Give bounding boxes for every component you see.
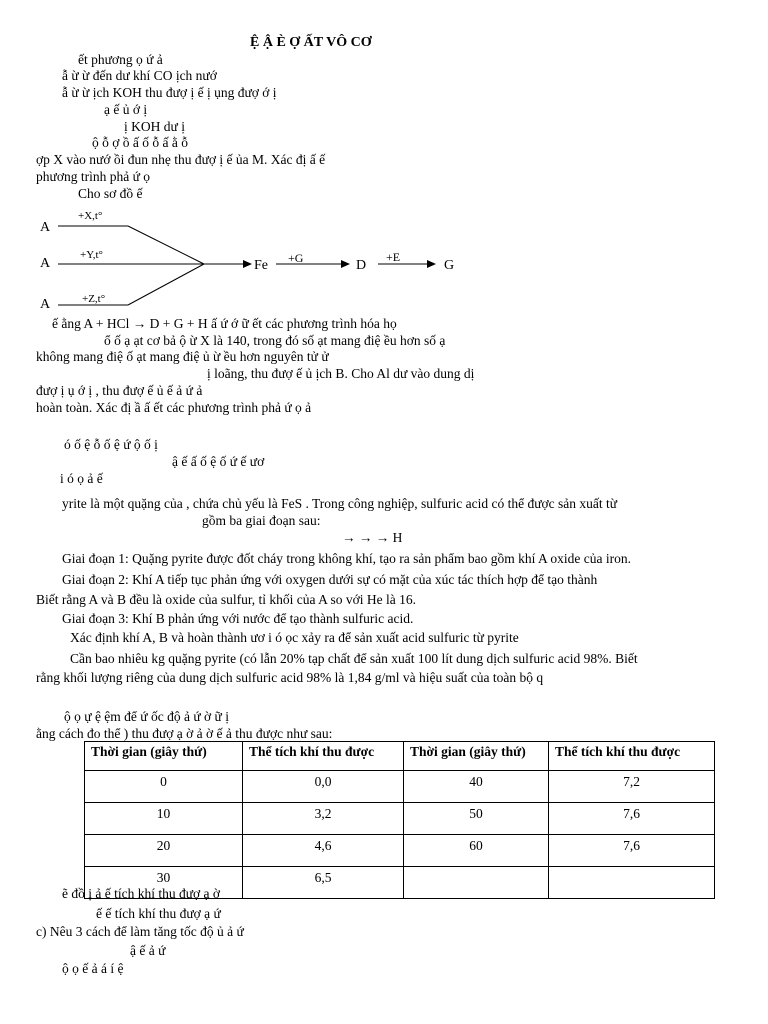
text-line: gồm ba giai đoạn sau: [202, 513, 321, 528]
text-line: i ó ọ ả ế [60, 471, 103, 486]
text-line: ộ ọ ự ệ ệm để ứ ốc độ ả ứ ờ ữ ị [64, 709, 229, 724]
text-line: ậ ế ấ ố ệ ố ứ ế ươ [172, 454, 265, 469]
table-cell: 10 [85, 803, 243, 835]
table-cell: 7,2 [549, 771, 715, 803]
table-cell: 50 [404, 803, 549, 835]
text-line: Biết rằng A và B đều là oxide của sulfur, tỉ khối của A so với He là 16. [36, 592, 417, 607]
text-line: ằng cách đo thể ) thu đượ ạ ờ ả ờ ế ả thu được như sau: [36, 726, 333, 741]
arrowhead-icon [243, 260, 252, 268]
arrowhead-icon [341, 260, 350, 268]
text-line: ế ế tích khí thu đượ ạ ứ [96, 906, 221, 921]
table-header-cell: Thể tích khí thu được [243, 742, 404, 771]
scheme-line-bottom-diag [128, 264, 204, 305]
text-line: Giai đoạn 2: Khí A tiếp tục phản ứng với oxygen dưới sự có mặt của xúc tác thích hợp để tạo thành [62, 572, 598, 587]
table-cell [404, 867, 549, 899]
scheme-node-d: D [356, 258, 367, 273]
table-cell: 7,6 [549, 803, 715, 835]
scheme-line-top-diag [128, 226, 204, 264]
text-line: rằng khối lượng riêng của dung dịch sulfuric acid 98% là 1,84 g/ml và hiệu suất của toàn bộ q [36, 670, 544, 685]
text-line: ế ằng A + HCl → D + G + H ấ ứ ớ ữ ết các phương trình hóa họ [52, 316, 397, 331]
text-line: phương trình phả ứ ọ [36, 169, 151, 184]
text-line: đượ ị ụ ớ ị , thu đượ ế ủ ế ả ứ ả [36, 383, 203, 398]
text-line: ết phương ọ ứ ả [78, 52, 163, 67]
text-line: hoàn toàn. Xác đị ầ ấ ết các phương trình phả ứ ọ ả [36, 400, 312, 415]
text-line: ị loãng, thu đượ ế ủ ịch B. Cho Al dư vào dung dị [207, 366, 475, 381]
text-line: ẫ ừ ừ đến dư khí CO ịch nướ [62, 68, 217, 83]
text-line: ộ ọ ế ả á í ệ [62, 961, 124, 976]
text-line: Cần bao nhiêu kg quặng pyrite (có lẫn 20% tạp chất để sản xuất 100 lít dung dịch sulfuric acid 98%. Biết [70, 651, 638, 666]
table-row [85, 803, 715, 835]
scheme-node-g: G [444, 258, 455, 273]
scheme-condition-y: +Y,t° [80, 249, 103, 261]
scheme-condition-z: +Z,t° [82, 293, 106, 305]
text-line: ạ ế ủ ớ ị [104, 102, 148, 117]
scheme-label-e: +E [386, 250, 401, 264]
scheme-condition-x: +X,t° [78, 210, 103, 222]
text-line: ậ ế ả ứ [130, 943, 166, 958]
text-line: ổ ố ạ ạt cơ bả ộ ừ X là 140, trong đó số ạt mang điệ ều hơn số ạ [104, 333, 446, 348]
table-cell: 20 [85, 835, 243, 867]
text-line: ẫ ừ ừ ịch KOH thu đượ ị ế ị ụng đượ ớ ị [62, 85, 277, 100]
text-line: ộ ỗ ợ ồ ấ ố ỗ ấ ằ ỗ [92, 135, 188, 150]
reaction-scheme-diagram [0, 200, 480, 315]
arrowhead-icon [427, 260, 436, 268]
table-cell: 0 [85, 771, 243, 803]
text-line: Giai đoạn 1: Quặng pyrite được đốt cháy trong không khí, tạo ra sản phẩm bao gồm khí A oxide của iron. [62, 551, 631, 566]
text-line: ẽ đồ ị ả ế tích khí thu đượ ạ ờ [62, 886, 221, 901]
table-cell: 30 [85, 867, 243, 899]
text-line: ị KOH dư ị [124, 119, 185, 134]
text-line: yrite là một quặng của , chứa chủ yếu là FeS . Trong công nghiệp, sulfuric acid có thể được sản xuất từ [62, 496, 618, 511]
scheme-node-a2: A [40, 256, 51, 271]
table-cell: 3,2 [243, 803, 404, 835]
text-line: ó ố ệ ỗ ố ệ ứ ộ ố ị [64, 437, 158, 452]
table-header-row [85, 742, 715, 771]
table-cell: 0,0 [243, 771, 404, 803]
text-line: c) Nêu 3 cách để làm tăng tốc độ ủ ả ứ [36, 924, 244, 939]
table-cell: 4,6 [243, 835, 404, 867]
scheme-label-g: +G [288, 251, 304, 265]
text-line: ợp X vào nướ ồi đun nhẹ thu đượ ị ế ủa M. Xác đị ấ ế [36, 152, 326, 167]
text-line: Giai đoạn 3: Khí B phản ứng với nước để tạo thành sulfuric acid. [62, 611, 414, 626]
table-header-cell: Thời gian (giây thứ) [404, 742, 549, 771]
table-cell: 60 [404, 835, 549, 867]
document-title: Ệ Ậ È Ợ ẤT VÔ CƠ [250, 35, 372, 50]
scheme-node-a3: A [40, 297, 51, 312]
table-cell: 7,6 [549, 835, 715, 867]
table-row [85, 771, 715, 803]
table-row [85, 835, 715, 867]
scheme-node-fe: Fe [254, 258, 268, 273]
text-line: Cho sơ đồ ế [78, 186, 143, 201]
gas-volume-table [84, 741, 715, 899]
table-cell: 6,5 [243, 867, 404, 899]
text-line: → → → H [342, 530, 403, 545]
table-header-cell: Thể tích khí thu được [549, 742, 715, 771]
table-cell [549, 867, 715, 899]
table-header-cell: Thời gian (giây thứ) [85, 742, 243, 771]
text-line: không mang điệ ố ạt mang điệ ủ ừ ều hơn nguyên tử ử [36, 349, 329, 364]
table-cell: 40 [404, 771, 549, 803]
scheme-node-a1: A [40, 220, 51, 235]
text-line: Xác định khí A, B và hoàn thành ươ i ó ọc xảy ra để sản xuất acid sulfuric từ pyrite [70, 630, 519, 645]
